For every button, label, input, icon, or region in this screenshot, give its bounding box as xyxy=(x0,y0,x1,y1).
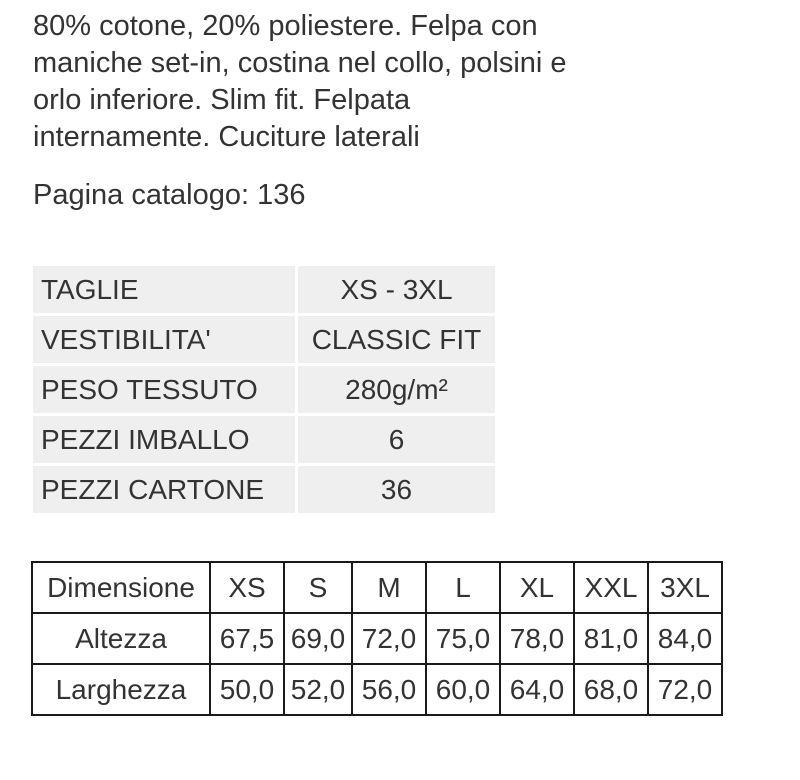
description-line: internamente. Cuciture laterali xyxy=(33,121,420,153)
description-line: maniche set-in, costina nel collo, polsini e xyxy=(33,47,567,79)
specs-row xyxy=(33,366,495,413)
spec-value: 6 xyxy=(298,416,495,463)
size-data-row xyxy=(32,613,722,664)
size-cell: 64,0 xyxy=(500,664,574,715)
spec-value: CLASSIC FIT xyxy=(298,316,495,363)
specs-row xyxy=(33,316,495,363)
size-cell: 78,0 xyxy=(500,613,574,664)
specs-row xyxy=(33,266,495,313)
size-cell: 56,0 xyxy=(352,664,426,715)
spec-label: PESO TESSUTO xyxy=(33,366,295,413)
size-cell: 72,0 xyxy=(648,664,722,715)
size-cell: 50,0 xyxy=(210,664,284,715)
size-header-row xyxy=(32,562,722,613)
size-row-label: Larghezza xyxy=(32,664,210,715)
spec-label: PEZZI CARTONE xyxy=(33,466,295,513)
size-chart-table xyxy=(31,561,723,716)
size-cell: 81,0 xyxy=(574,613,648,664)
size-cell: 75,0 xyxy=(426,613,500,664)
size-cell: 68,0 xyxy=(574,664,648,715)
catalog-page-label: Pagina catalogo: 136 xyxy=(33,179,306,211)
size-header-cell: XL xyxy=(500,562,574,613)
size-cell: 84,0 xyxy=(648,613,722,664)
size-row-label: Altezza xyxy=(32,613,210,664)
size-cell: 67,5 xyxy=(210,613,284,664)
spec-value: 36 xyxy=(298,466,495,513)
size-cell: 52,0 xyxy=(284,664,352,715)
product-description xyxy=(33,8,673,156)
size-cell: 69,0 xyxy=(284,613,352,664)
specs-row xyxy=(33,416,495,463)
specs-row xyxy=(33,466,495,513)
size-cell: 60,0 xyxy=(426,664,500,715)
size-cell: 72,0 xyxy=(352,613,426,664)
size-header-cell: XXL xyxy=(574,562,648,613)
size-header-cell: L xyxy=(426,562,500,613)
spec-label: PEZZI IMBALLO xyxy=(33,416,295,463)
description-line: orlo inferiore. Slim fit. Felpata xyxy=(33,84,411,116)
spec-value: XS - 3XL xyxy=(298,266,495,313)
size-header-cell: S xyxy=(284,562,352,613)
size-header-cell: Dimensione xyxy=(32,562,210,613)
spec-label: VESTIBILITA' xyxy=(33,316,295,363)
spec-label: TAGLIE xyxy=(33,266,295,313)
specs-table xyxy=(30,263,498,516)
size-header-cell: 3XL xyxy=(648,562,722,613)
size-header-cell: M xyxy=(352,562,426,613)
size-header-cell: XS xyxy=(210,562,284,613)
size-data-row xyxy=(32,664,722,715)
spec-value: 280g/m² xyxy=(298,366,495,413)
description-line: 80% cotone, 20% poliestere. Felpa con xyxy=(33,10,538,42)
